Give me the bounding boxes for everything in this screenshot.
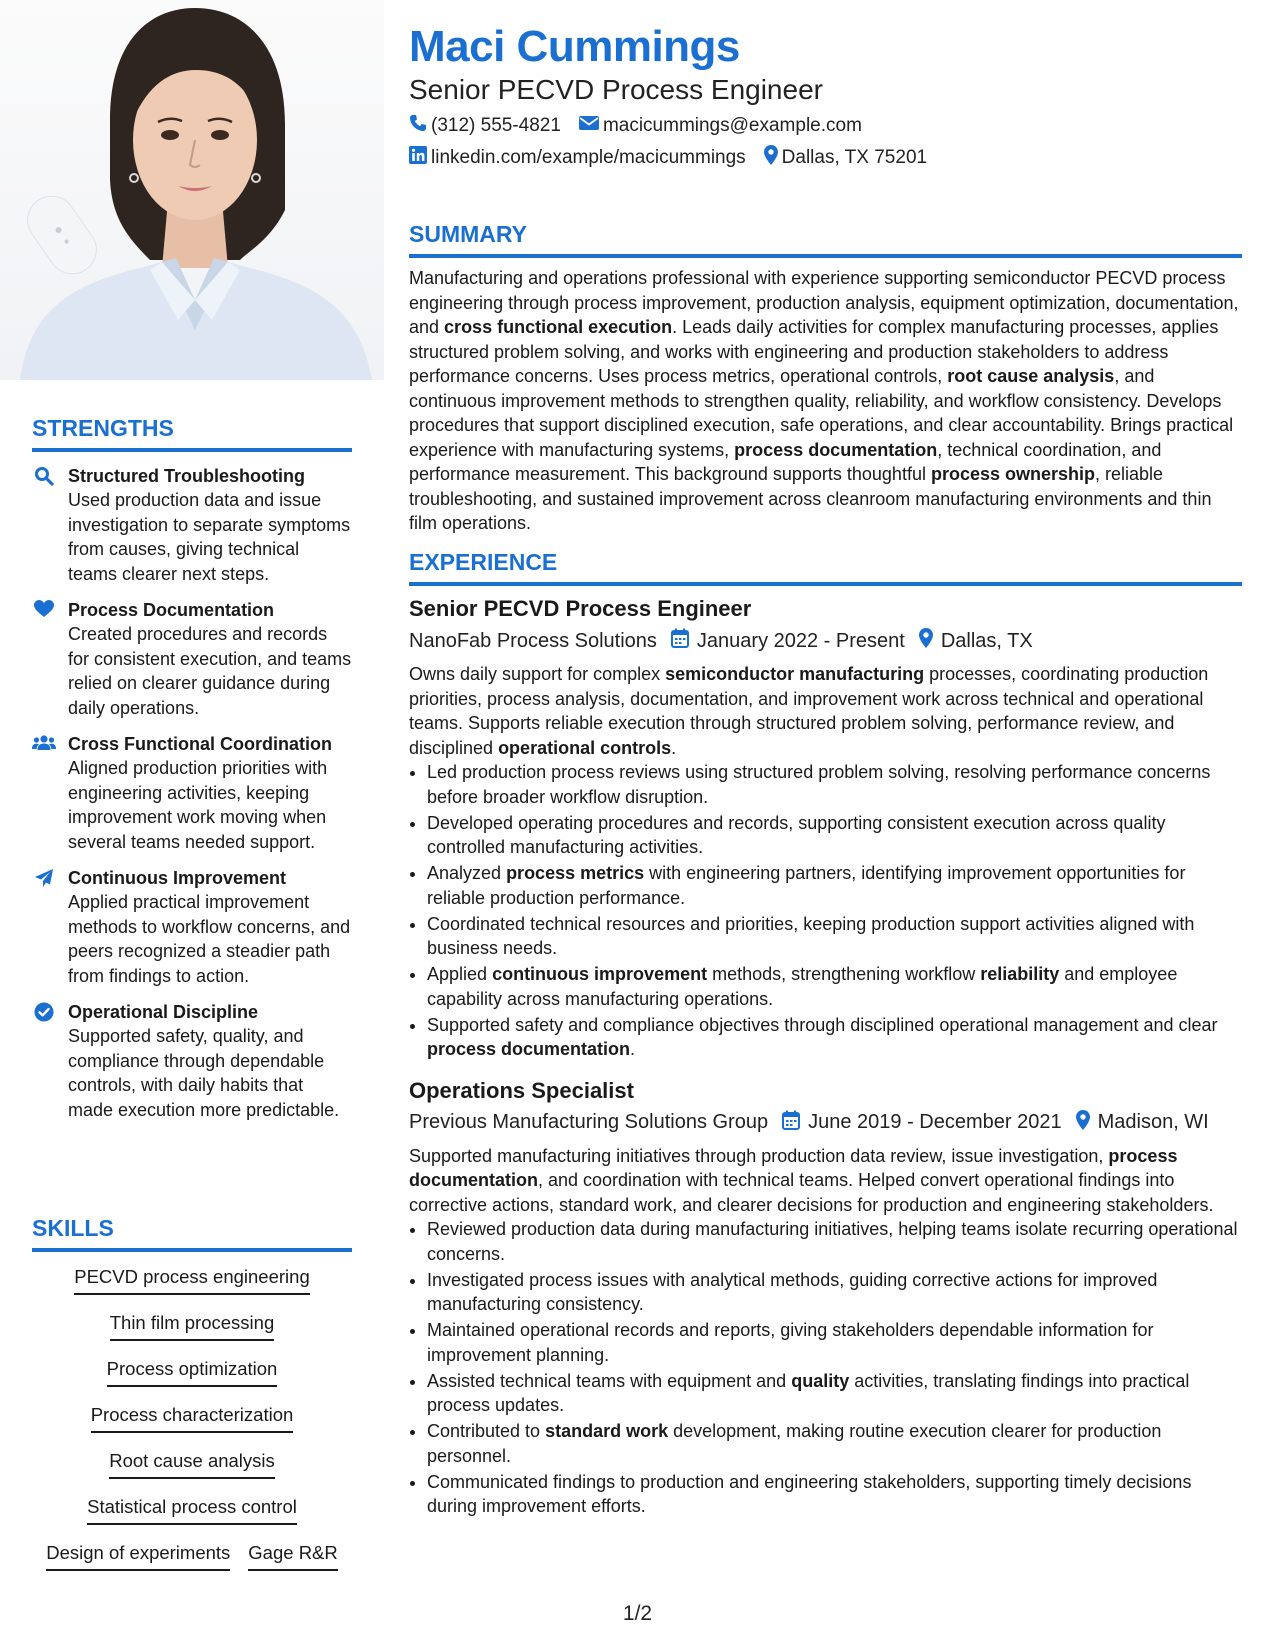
phone-text: (312) 555-4821 — [431, 115, 561, 136]
strength-desc: Aligned production priorities with engineering activities, keeping improvement work moving when several teams needed support. — [68, 758, 328, 852]
strength-title: Structured Troubleshooting — [68, 466, 305, 486]
map-pin-icon — [764, 145, 782, 171]
phone-icon — [409, 114, 431, 138]
map-pin-icon — [919, 628, 941, 654]
job-meta — [409, 1110, 1242, 1136]
job-dates-text: June 2019 - December 2021 — [808, 1111, 1062, 1133]
job-description: Supported manufacturing initiatives through production data review, issue investigation, process documentation, and coordination with technical teams. Helped convert operational findings into corrective actions, standard work, and clearer decisions for production and engineering stakeholders. — [409, 1145, 1214, 1215]
job-dates — [782, 1110, 1062, 1136]
job-bullets — [409, 760, 1242, 1062]
company-name: NanoFab Process Solutions — [409, 629, 657, 652]
bullet-item: • Communicated findings to production and engineering stakeholders, supporting timely decisions during improvement efforts. — [427, 1470, 1242, 1519]
bullet-item: • Applied continuous improvement methods, strengthening workflow reliability and employee capability across manufacturing operations. — [427, 962, 1242, 1011]
experience-section — [409, 549, 1242, 1520]
skill-tag: PECVD process engineering — [74, 1266, 310, 1295]
strength-desc: Used production data and issue investigation to separate symptoms from causes, giving technical teams clearer next steps. — [68, 490, 351, 584]
strength-item — [32, 866, 352, 988]
bullet-item: • Reviewed production data during manufacturing initiatives, helping teams isolate recurring operational concerns. — [427, 1217, 1242, 1266]
skill-tag: Root cause analysis — [109, 1450, 275, 1479]
linkedin-icon — [409, 146, 431, 170]
contact-row-1 — [409, 114, 880, 138]
heart-icon — [32, 598, 56, 720]
strength-desc: Applied practical improvement methods to workflow concerns, and peers recognized a steadier path from findings to action. — [68, 892, 351, 986]
search-icon — [32, 464, 56, 586]
strength-title: Operational Discipline — [68, 1002, 259, 1022]
skill-tag: Thin film processing — [110, 1312, 275, 1341]
check-circle-icon — [32, 1000, 56, 1122]
job-location-text: Dallas, TX — [940, 629, 1033, 652]
skill-tag: Gage R&R — [248, 1542, 337, 1571]
company-name: Previous Manufacturing Solutions Group — [409, 1111, 769, 1133]
bullet-item: • Contributed to standard work development, making routine execution clearer for production personnel. — [427, 1419, 1242, 1468]
strengths-heading: STRENGTHS — [32, 415, 352, 452]
job-title: Operations Specialist — [409, 1077, 634, 1103]
email-contact[interactable] — [579, 115, 862, 137]
strength-item — [32, 1000, 352, 1122]
job-location — [919, 628, 1033, 654]
skill-tag: Statistical process control — [87, 1496, 297, 1525]
candidate-title: Senior PECVD Process Engineer — [409, 74, 823, 105]
strength-desc: Supported safety, quality, and compliance through dependable controls, with daily habits that made execution more predictable. — [68, 1026, 340, 1120]
strength-item — [32, 598, 352, 720]
summary-text: Manufacturing and operations professional with experience supporting semiconductor PECVD process engineering through process improvement, production analysis, equipment optimization, documentation, and cross functional execution. Leads daily activities for complex manufacturing processes, applies structured problem solving, and works with engineering and production stakeholders to address performance concerns. Uses process metrics, operational controls, root cause analysis, and continuous improvement methods to strengthen quality, reliability, and workflow consistency. Develops procedures that support disciplined execution, safe operations, and clear accountability. Brings practical experience with manufacturing systems, process documentation, technical coordination, and performance measurement. This background supports thoughtful process ownership, reliable troubleshooting, and sustained improvement across cleanroom manufacturing environments and thin film operations. — [409, 268, 1239, 533]
paper-plane-icon — [32, 866, 56, 988]
location-text: Dallas, TX 75201 — [781, 147, 928, 168]
contact-row-2 — [409, 145, 945, 171]
job-location-text: Madison, WI — [1097, 1111, 1209, 1133]
summary-heading: SUMMARY — [409, 221, 1242, 258]
strength-title: Process Documentation — [68, 600, 275, 620]
skills-list — [32, 1266, 352, 1588]
skill-tag: Process optimization — [107, 1358, 278, 1387]
job-entry — [409, 1078, 1242, 1519]
job-dates-text: January 2022 - Present — [696, 629, 905, 652]
phone-contact — [409, 114, 561, 138]
strength-item — [32, 732, 352, 854]
experience-heading: EXPERIENCE — [409, 549, 1242, 586]
job-entry — [409, 596, 1242, 1062]
location-contact — [764, 145, 927, 171]
bullet-item: • Supported safety and compliance objectives through disciplined operational management and clear process documentation. — [427, 1013, 1242, 1062]
map-pin-icon — [1076, 1110, 1098, 1136]
left-column — [0, 0, 384, 1650]
skill-tag: Design of experiments — [46, 1542, 230, 1571]
job-title: Senior PECVD Process Engineer — [409, 596, 752, 621]
strength-item — [32, 464, 352, 586]
skills-section — [32, 1215, 352, 1588]
users-icon — [32, 732, 56, 854]
job-description: Owns daily support for complex semiconductor manufacturing processes, coordinating production priorities, process analysis, documentation, and improvement work across technical and operational teams. Supports reliable execution through structured problem solving, performance review, and disciplined operational controls. — [409, 664, 1209, 758]
bullet-item: • Analyzed process metrics with engineering partners, identifying improvement opportunities for reliable production performance. — [427, 861, 1242, 910]
job-meta — [409, 628, 1242, 654]
job-location — [1076, 1110, 1209, 1136]
strengths-section — [32, 415, 352, 1122]
linkedin-text[interactable]: linkedin.com/example/macicummings — [431, 147, 746, 168]
strength-desc: Created procedures and records for consistent execution, and teams relied on clearer guidance during daily operations. — [68, 624, 352, 718]
bullet-item: • Investigated process issues with analytical methods, guiding corrective actions for improved manufacturing consistency. — [427, 1268, 1242, 1317]
linkedin-contact[interactable] — [409, 146, 746, 170]
candidate-name: Maci Cummings — [409, 22, 740, 71]
skills-heading: SKILLS — [32, 1215, 352, 1252]
profile-photo — [0, 0, 384, 380]
bullet-item: • Assisted technical teams with equipment and quality activities, translating findings into practical process updates. — [427, 1369, 1242, 1418]
calendar-icon — [782, 1110, 808, 1136]
skill-tag: Process characterization — [91, 1404, 294, 1433]
envelope-icon — [579, 115, 603, 137]
job-dates — [671, 628, 905, 654]
calendar-icon — [671, 628, 697, 654]
strength-title: Continuous Improvement — [68, 868, 287, 888]
bullet-item: • Led production process reviews using structured problem solving, resolving performance concerns before broader workflow disruption. — [427, 760, 1242, 809]
bullet-item: • Developed operating procedures and records, supporting consistent execution across quality controlled manufacturing activities. — [427, 811, 1242, 860]
job-bullets — [409, 1217, 1242, 1519]
email-text[interactable]: macicummings@example.com — [602, 115, 862, 136]
strength-title: Cross Functional Coordination — [68, 734, 332, 754]
page-number: 1/2 — [622, 1602, 653, 1625]
bullet-item: • Coordinated technical resources and priorities, keeping production support activities aligned with business needs. — [427, 912, 1242, 961]
summary-section — [409, 221, 1242, 536]
bullet-item: • Maintained operational records and reports, giving stakeholders dependable information for improvement planning. — [427, 1318, 1242, 1367]
